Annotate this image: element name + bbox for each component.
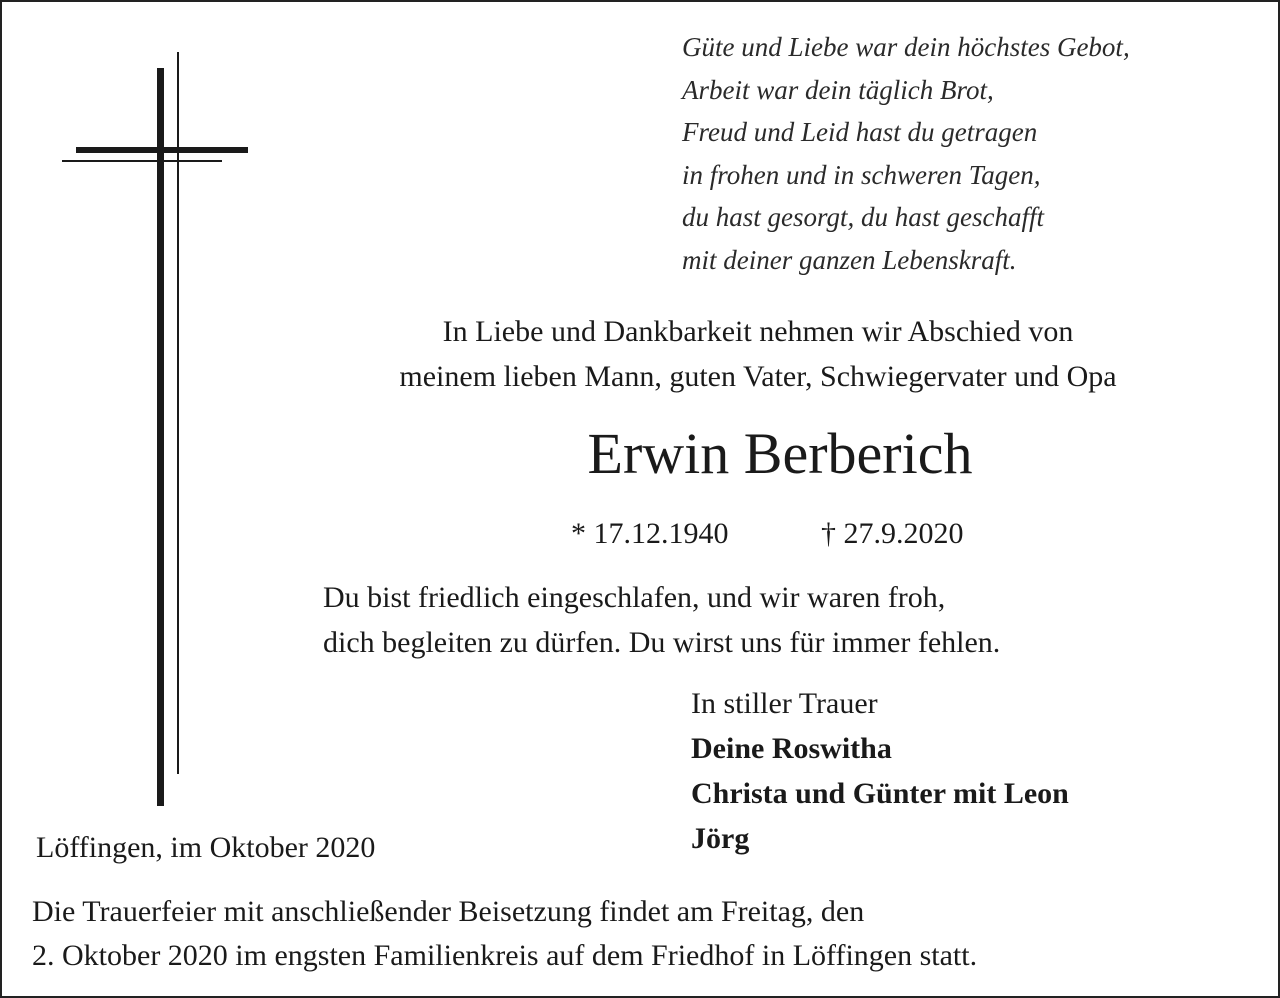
deceased-name: Erwin Berberich	[587, 421, 973, 486]
poem-line: Güte und Liebe war dein höchstes Gebot,	[682, 32, 1130, 62]
cross-icon	[0, 0, 260, 820]
death-date: † 27.9.2020	[821, 517, 964, 550]
farewell-line-2: dich begleiten zu dürfen. Du wirst uns für immer fehlen.	[323, 626, 1001, 659]
mourners-heading: In stiller Trauer	[691, 687, 878, 720]
mourner-name: Deine Roswitha	[691, 732, 892, 765]
farewell-text	[323, 575, 1223, 665]
place-date: Löffingen, im Oktober 2020	[36, 831, 376, 864]
mourner-name: Christa und Günter mit Leon	[691, 777, 1069, 810]
intro-line-1: In Liebe und Dankbarkeit nehmen wir Abschied von	[442, 315, 1074, 348]
mourner-name: Jörg	[691, 822, 750, 855]
intro-text	[300, 309, 1216, 399]
cross-horizontal-thick	[76, 147, 248, 153]
poem-line: mit deiner ganzen Lebenskraft.	[682, 244, 1017, 275]
poem-line: Arbeit war dein täglich Brot,	[682, 74, 994, 105]
cross-horizontal-thin	[62, 160, 222, 162]
service-line-1: Die Trauerfeier mit anschließender Beisetzung findet am Freitag, den	[32, 895, 865, 928]
poem-line: du hast gesorgt, du hast geschafft	[682, 202, 1044, 232]
cross-vertical-thick	[157, 68, 164, 806]
intro-line-2: meinem lieben Mann, guten Vater, Schwiegervater und Opa	[399, 360, 1117, 393]
service-info	[32, 890, 1252, 978]
poem-line: Freud und Leid hast du getragen	[682, 117, 1038, 147]
mourners-block	[691, 681, 1251, 861]
farewell-line-1: Du bist friedlich eingeschlafen, und wir waren froh,	[323, 581, 946, 614]
poem	[682, 26, 1262, 281]
service-line-2: 2. Oktober 2020 im engsten Familienkreis auf dem Friedhof in Löffingen statt.	[32, 939, 978, 972]
birth-date: * 17.12.1940	[571, 517, 729, 550]
poem-line: in frohen und in schweren Tagen,	[682, 159, 1041, 190]
